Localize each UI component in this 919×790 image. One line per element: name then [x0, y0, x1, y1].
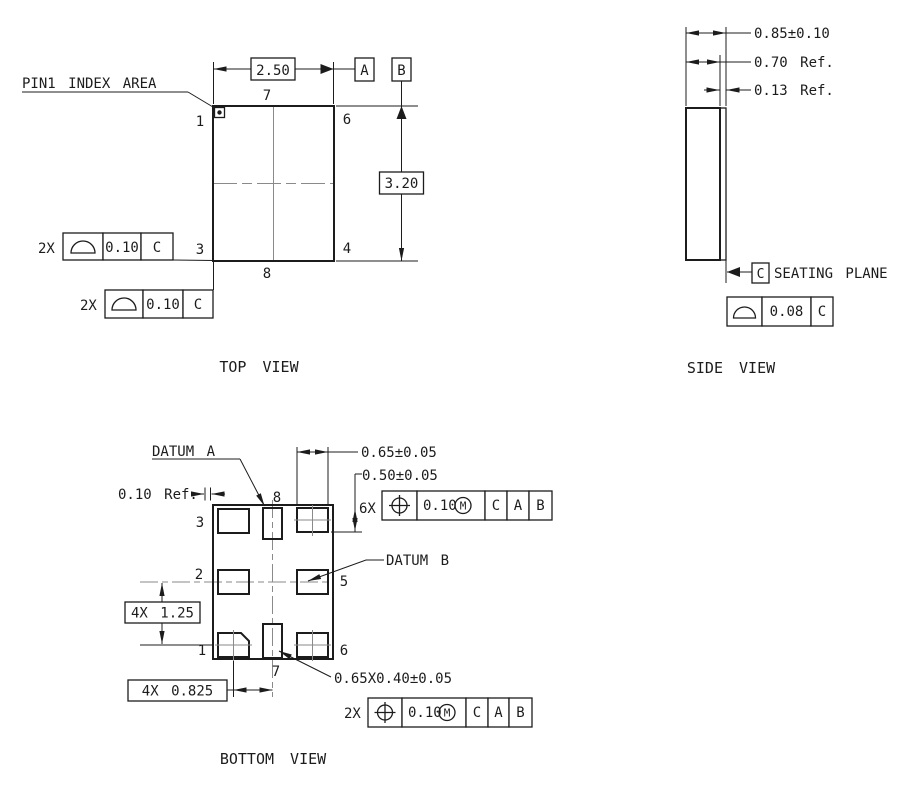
pin-label-1: 1: [197, 643, 207, 659]
pin-label-3: 3: [195, 242, 205, 258]
dim-row-pitch-value: 4X 1.25: [130, 605, 195, 622]
fcf-position-pads: [359, 491, 552, 520]
fcf-datum-1: C: [491, 498, 501, 514]
datum-b-letter: B: [397, 63, 406, 79]
dim-body-value: 0.70 Ref.: [754, 55, 834, 71]
fcf-qty: 2X: [38, 241, 55, 257]
dim-center-pad-value: 0.65X0.40±0.05: [334, 671, 453, 687]
fcf-datum: C: [193, 297, 203, 313]
mmc-modifier-letter: M: [443, 706, 451, 720]
datum-a-label: DATUM A: [152, 444, 216, 460]
fcf-qty: 2X: [80, 298, 97, 314]
dim-pad-width-value: 0.65±0.05: [361, 445, 437, 461]
pin-label-1: 1: [195, 114, 205, 130]
pin-label-5: 5: [339, 574, 349, 590]
seating-plane-label: SEATING PLANE: [774, 266, 888, 282]
pin-label-8: 8: [272, 490, 282, 506]
pin-label-4: 4: [342, 241, 352, 257]
dim-pad-inset-value: 0.10 Ref.: [118, 487, 198, 503]
dim-width-value: 2.50: [256, 63, 290, 79]
fcf-tolerance: 0.10: [146, 297, 180, 313]
pin1-callout-label: PIN1 INDEX AREA: [22, 76, 157, 92]
fcf-datum-1: C: [472, 705, 482, 721]
pin-label-7: 7: [262, 88, 272, 104]
fcf-tolerance: 0.08: [769, 304, 804, 320]
pin-label-3: 3: [195, 515, 205, 531]
fcf-datum: C: [817, 304, 827, 320]
pin1-index-dot: [217, 110, 221, 114]
fcf-tolerance: 0.10: [105, 240, 139, 256]
fcf-datum-2: A: [513, 498, 523, 514]
dim-lid-value: 0.13 Ref.: [754, 83, 834, 99]
top-view-caption: TOP VIEW: [219, 358, 299, 376]
seating-datum-letter: C: [756, 267, 765, 282]
datum-a-letter: A: [360, 63, 369, 79]
fcf-position-center-pads: [344, 698, 532, 727]
bottom-view-caption: BOTTOM VIEW: [219, 750, 327, 768]
pin-label-8: 8: [262, 266, 272, 282]
datum-b-label: DATUM B: [386, 553, 450, 569]
pin-label-7: 7: [271, 664, 281, 680]
dim-pad-height-value: 0.50±0.05: [362, 468, 438, 484]
pin-label-6: 6: [342, 112, 352, 128]
pin-label-6: 6: [339, 643, 349, 659]
pin-label-2: 2: [194, 567, 204, 583]
fcf-datum: C: [152, 240, 162, 256]
fcf-qty: 2X: [344, 706, 361, 722]
fcf-datum-3: B: [516, 705, 525, 721]
fcf-datum-3: B: [536, 498, 545, 514]
fcf-tolerance: 0.10: [423, 498, 457, 514]
fcf-profile-seating: [727, 297, 833, 326]
fcf-qty: 6X: [359, 501, 376, 517]
side-view-caption: SIDE VIEW: [686, 359, 776, 377]
mmc-modifier-letter: M: [459, 499, 467, 513]
fcf-datum-2: A: [494, 705, 503, 721]
dim-height-value: 3.20: [384, 176, 419, 192]
dim-col-pitch-value: 4X 0.825: [141, 683, 214, 700]
fcf-tolerance: 0.10: [408, 705, 442, 721]
dim-overall-value: 0.85±0.10: [754, 26, 830, 42]
